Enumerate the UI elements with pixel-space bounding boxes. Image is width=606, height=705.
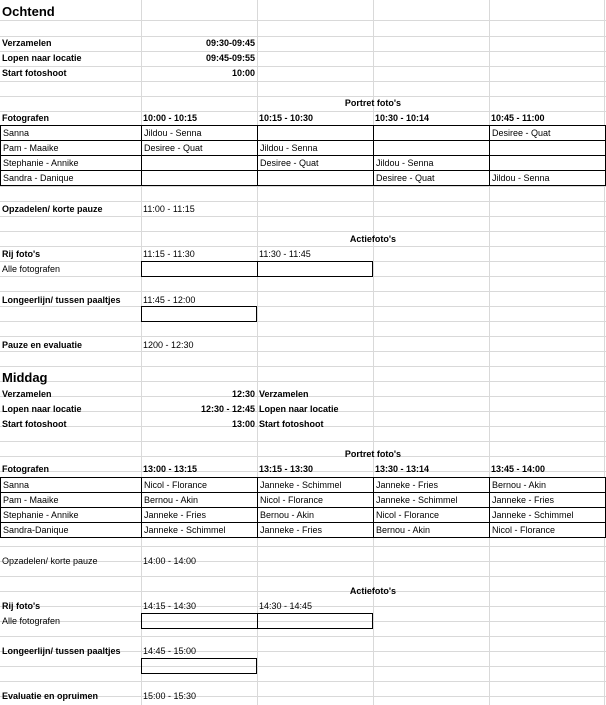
table-cell: Pam - Maaike [1, 493, 142, 508]
table-cell: Jildou - Senna [490, 171, 606, 186]
table-cell: Jildou - Senna [258, 141, 374, 156]
afternoon-action-title: Actiefoto's [349, 586, 397, 596]
afternoon-portrait-header-4: 13:45 - 14:00 [491, 464, 546, 474]
morning-portrait-header-0: Fotografen [2, 113, 49, 123]
morning-break-time: 11:00 - 11:15 [143, 204, 195, 214]
afternoon-walk-time: 12:30 - 12:45 [200, 404, 255, 414]
morning-walk-time: 09:45-09:55 [205, 53, 255, 63]
table-cell [490, 156, 606, 171]
table-cell: Janneke - Fries [258, 523, 374, 538]
gridline [489, 0, 490, 705]
afternoon-portrait-header-3: 13:30 - 13:14 [375, 464, 430, 474]
table-cell: Nicol - Florance [142, 478, 258, 493]
morning-portrait-header-2: 10:15 - 10:30 [259, 113, 314, 123]
afternoon-long-box[interactable] [141, 658, 257, 674]
morning-start-time: 10:00 [231, 68, 255, 78]
morning-portrait-title: Portret foto's [344, 98, 402, 108]
table-cell: Jildou - Senna [142, 126, 258, 141]
morning-start-label: Start fotoshoot [2, 68, 67, 78]
afternoon-long-label: Longeerlijn/ tussen paaltjes [2, 646, 121, 656]
morning-row-box-1[interactable] [141, 261, 258, 277]
morning-row-time-2: 11:30 - 11:45 [259, 249, 311, 259]
afternoon-row-box-2[interactable] [257, 613, 373, 629]
table-cell: Janneke - Schimmel [142, 523, 258, 538]
gridline [604, 0, 605, 705]
morning-row-label: Rij foto's [2, 249, 41, 259]
morning-gather-time: 09:30-09:45 [205, 38, 255, 48]
gridline [0, 546, 606, 547]
table-cell: Stephanie - Annike [1, 508, 142, 523]
table-cell: Stephanie - Annike [1, 156, 142, 171]
afternoon-row-time-2: 14:30 - 14:45 [259, 601, 313, 611]
afternoon-start-label: Start fotoshoot [2, 419, 67, 429]
gridline [0, 681, 606, 682]
table-cell: Nicol - Florance [258, 493, 374, 508]
table-cell: Janneke - Fries [374, 478, 490, 493]
table-cell: Bernou - Akin [374, 523, 490, 538]
afternoon-gather-time: 12:30 [231, 389, 255, 399]
afternoon-break-time: 14:00 - 14:00 [143, 556, 197, 566]
table-cell: Janneke - Schimmel [258, 478, 374, 493]
table-cell: Sandra-Danique [1, 523, 142, 538]
morning-title: Ochtend [2, 4, 55, 19]
afternoon-portrait-title: Portret foto's [344, 449, 402, 459]
table-row [1, 508, 606, 523]
gridline [0, 186, 606, 187]
gridline [0, 336, 606, 337]
morning-break-label: Opzadelen/ korte pauze [2, 204, 103, 214]
afternoon-all-label: Alle fotografen [2, 616, 61, 626]
table-cell [258, 171, 374, 186]
gridline [0, 666, 606, 667]
table-cell: Nicol - Florance [374, 508, 490, 523]
table-cell: Jildou - Senna [374, 156, 490, 171]
table-cell: Desiree - Quat [490, 126, 606, 141]
table-cell: Bernou - Akin [142, 493, 258, 508]
afternoon-portrait-header-1: 13:00 - 13:15 [143, 464, 198, 474]
afternoon-row-box-1[interactable] [141, 613, 258, 629]
table-row [1, 126, 606, 141]
table-cell: Sandra - Danique [1, 171, 142, 186]
afternoon-walk-label-2: Lopen naar locatie [259, 404, 339, 414]
morning-walk-label: Lopen naar locatie [2, 53, 82, 63]
afternoon-start-label-2: Start fotoshoot [259, 419, 324, 429]
afternoon-eval-time: 15:00 - 15:30 [143, 691, 197, 701]
table-row [1, 493, 606, 508]
table-cell: Janneke - Fries [490, 493, 606, 508]
morning-portrait-table [0, 125, 606, 186]
table-cell: Bernou - Akin [490, 478, 606, 493]
morning-portrait-header-4: 10:45 - 11:00 [491, 113, 545, 123]
morning-row-time-1: 11:15 - 11:30 [143, 249, 195, 259]
gridline [0, 321, 606, 322]
afternoon-eval-label: Evaluatie en opruimen [2, 691, 99, 701]
table-cell [490, 141, 606, 156]
table-row [1, 523, 606, 538]
table-row [1, 171, 606, 186]
table-cell [374, 141, 490, 156]
afternoon-portrait-header-2: 13:15 - 13:30 [259, 464, 314, 474]
morning-long-time: 11:45 - 12:00 [143, 295, 196, 305]
table-row [1, 478, 606, 493]
table-cell: Sanna [1, 126, 142, 141]
morning-portrait-header-1: 10:00 - 10:15 [143, 113, 198, 123]
table-row [1, 156, 606, 171]
table-cell: Sanna [1, 478, 142, 493]
afternoon-long-time: 14:45 - 15:00 [143, 646, 197, 656]
morning-long-box[interactable] [141, 306, 257, 322]
morning-all-label: Alle fotografen [2, 264, 61, 274]
afternoon-portrait-header-0: Fotografen [2, 464, 49, 474]
table-cell: Bernou - Akin [258, 508, 374, 523]
morning-gather-label: Verzamelen [2, 38, 52, 48]
table-cell: Janneke - Fries [142, 508, 258, 523]
gridline [0, 576, 606, 577]
afternoon-row-time-1: 14:15 - 14:30 [143, 601, 197, 611]
table-cell: Desiree - Quat [374, 171, 490, 186]
table-cell [374, 126, 490, 141]
afternoon-walk-label: Lopen naar locatie [2, 404, 82, 414]
gridline [0, 636, 606, 637]
afternoon-row-label: Rij foto's [2, 601, 41, 611]
table-cell [142, 156, 258, 171]
afternoon-start-time: 13:00 [231, 419, 255, 429]
table-cell: Janneke - Schimmel [490, 508, 606, 523]
morning-portrait-header-3: 10:30 - 10:14 [375, 113, 430, 123]
afternoon-break-label: Opzadelen/ korte pauze [2, 556, 98, 566]
table-cell: Nicol - Florance [490, 523, 606, 538]
morning-pause-label: Pauze en evaluatie [2, 340, 83, 350]
table-cell: Desiree - Quat [142, 141, 258, 156]
afternoon-title: Middag [2, 370, 48, 385]
morning-row-box-2[interactable] [257, 261, 373, 277]
gridline [0, 441, 606, 442]
afternoon-gather-label-2: Verzamelen [259, 389, 309, 399]
afternoon-portrait-table [0, 477, 606, 538]
table-cell: Pam - Maaike [1, 141, 142, 156]
gridline [0, 291, 606, 292]
morning-long-label: Longeerlijn/ tussen paaltjes [2, 295, 121, 305]
gridline [0, 81, 606, 82]
table-row [1, 141, 606, 156]
table-cell: Desiree - Quat [258, 156, 374, 171]
morning-pause-time: 1200 - 12:30 [143, 340, 194, 350]
table-cell: Janneke - Schimmel [374, 493, 490, 508]
gridline [0, 366, 606, 367]
morning-action-title: Actiefoto's [349, 234, 397, 244]
table-cell [258, 126, 374, 141]
table-cell [142, 171, 258, 186]
afternoon-gather-label: Verzamelen [2, 389, 52, 399]
